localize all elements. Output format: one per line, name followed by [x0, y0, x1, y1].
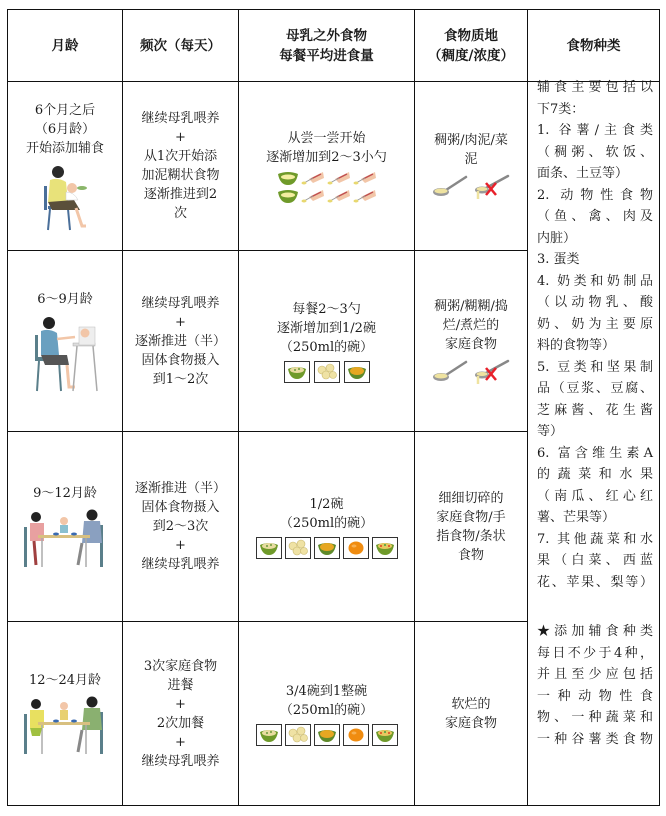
- header-age: 月龄: [8, 10, 123, 82]
- header-row: [8, 10, 660, 82]
- complementary-feeding-table: [7, 9, 660, 806]
- banana-slices-icon: [285, 724, 311, 746]
- banana-slices-icon: [285, 537, 311, 559]
- runny-spoon-crossed-icon: [474, 173, 510, 201]
- amount-cell: 从尝一尝开始 逐渐增加到2～3小勺: [239, 82, 415, 251]
- texture-cell: 稠粥/肉泥/菜 泥: [415, 82, 528, 251]
- header-food-types: 食物种类: [528, 10, 660, 82]
- food-types-cell: [528, 82, 660, 806]
- texture-cell: 细细切碎的 家庭食物/手 指食物/条状 食物: [415, 432, 528, 622]
- food-types-note: ★添加辅食种类 每日不少于4种， 并且至少应包括 一种动物性食 物、一种蔬菜和 一种谷薯类食物: [537, 624, 653, 747]
- egg-yolk-bowl-icon: [314, 724, 340, 746]
- veggie-porridge-bowl-icon: [284, 361, 310, 383]
- amount-cell: 3/4碗到1整碗 （250ml的碗）: [239, 622, 415, 806]
- age-cell: 6～9月龄: [8, 251, 123, 432]
- header-frequency: 频次（每天）: [123, 10, 239, 82]
- spoon-hand-icon: [301, 188, 325, 204]
- banana-slices-icon: [314, 361, 340, 383]
- egg-yolk-bowl-icon: [314, 537, 340, 559]
- texture-icons: [415, 358, 527, 386]
- texture-cell: 稠粥/糊糊/捣 烂/煮烂的 家庭食物: [415, 251, 528, 432]
- spoon-hand-icon: [353, 188, 377, 204]
- runny-spoon-crossed-icon: [474, 358, 510, 386]
- mother-feeding-infant-illustration: [30, 162, 100, 232]
- frequency-cell: 继续母乳喂养 + 逐渐推进（半） 固体食物摄入 到1～2次: [123, 251, 239, 432]
- veggie-porridge-bowl-icon: [256, 537, 282, 559]
- frequency-cell: 继续母乳喂养 + 从1次开始添 加泥糊状食物 逐渐推进到2 次: [123, 82, 239, 251]
- thick-spoon-icon: [432, 173, 468, 199]
- veggie-porridge-bowl-icon: [256, 724, 282, 746]
- texture-cell: 软烂的 家庭食物: [415, 622, 528, 806]
- spoon-hand-icon: [327, 170, 351, 186]
- spoon-hand-icon: [301, 170, 325, 186]
- mixed-veg-bowl-icon: [372, 537, 398, 559]
- portion-icons: [239, 361, 414, 383]
- spoon-hand-icon: [327, 188, 351, 204]
- table-row: [8, 82, 660, 251]
- egg-yolk-bowl-icon: [344, 361, 370, 383]
- food-types-list: 辅食主要包括以 下7类： 1. 谷薯/主食类 （稠粥、软饭、 面条、土豆等） 2. 动物性食物 （鱼、禽、肉及 内脏） 3. 蛋类 4. 奶类和奶制品 （以动物乳、酸 奶、奶为主要原 料的食物等） 5. 豆类和坚果制 品（豆浆、豆腐、 芝麻酱、花生酱 等） 6. 富含维生素A 的蔬菜和水果 （南瓜、红心红 薯、芒果等） 7. 其他蔬菜和水 果（白菜、西蓝 花、苹果、梨等）: [537, 80, 653, 590]
- orange-fruit-icon: [343, 537, 369, 559]
- age-cell: 12～24月龄: [8, 622, 123, 806]
- mother-feeding-baby-highchair-illustration: [29, 313, 101, 393]
- amount-cell: 1/2碗 （250ml的碗）: [239, 432, 415, 622]
- spoon-hand-icon: [353, 170, 377, 186]
- age-cell: 6个月之后 （6月龄） 开始添加辅食: [8, 82, 123, 251]
- frequency-cell: 3次家庭食物 进餐 + 2次加餐 + 继续母乳喂养: [123, 622, 239, 806]
- family-eating-illustration: [20, 507, 110, 569]
- header-amount: 母乳之外食物 每餐平均进食量: [239, 10, 415, 82]
- portion-icons: [239, 537, 414, 559]
- amount-cell: 每餐2～3勺 逐渐增加到1/2碗 （250ml的碗）: [239, 251, 415, 432]
- bowl-icon: [277, 170, 299, 186]
- family-eating-illustration: [20, 694, 110, 756]
- header-texture: 食物质地 （稠度/浓度）: [415, 10, 528, 82]
- thick-spoon-icon: [432, 358, 468, 384]
- bowl-icon: [277, 188, 299, 204]
- frequency-cell: 逐渐推进（半） 固体食物摄入 到2～3次 + 继续母乳喂养: [123, 432, 239, 622]
- age-cell: 9～12月龄: [8, 432, 123, 622]
- texture-icons: [415, 173, 527, 201]
- portion-icons: [239, 724, 414, 746]
- portion-icons: [239, 170, 414, 204]
- mixed-veg-bowl-icon: [372, 724, 398, 746]
- orange-fruit-icon: [343, 724, 369, 746]
